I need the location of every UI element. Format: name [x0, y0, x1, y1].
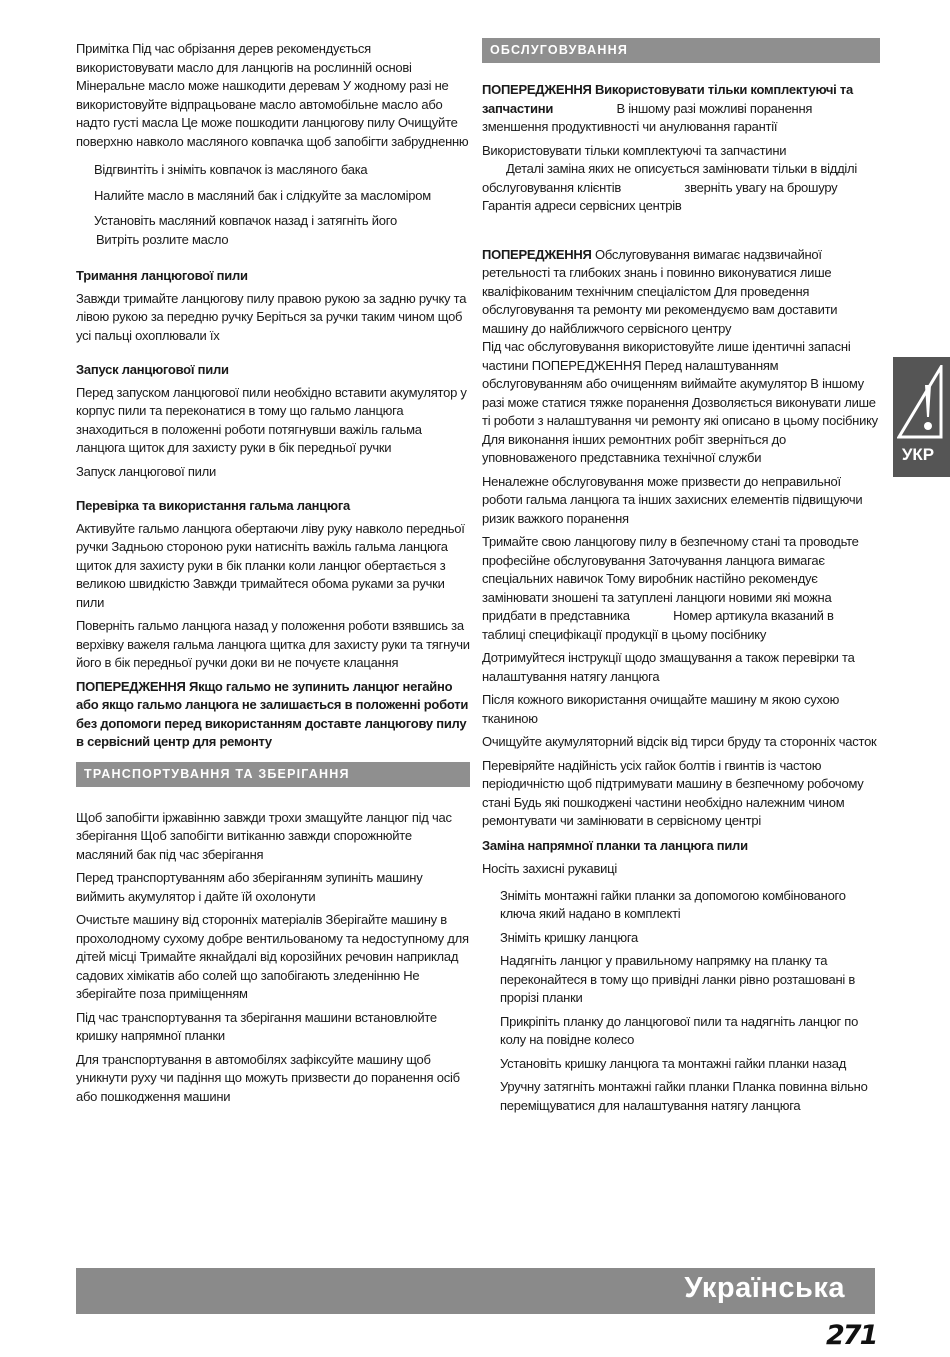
parts-text-2a: Деталі заміна яких не описується замінювати тільки в відділі обслуговування клієнтів [482, 161, 858, 195]
brake-text-2: Поверніть гальмо ланцюга назад у положення роботи взявшись за верхівку важеля гальма ланцюга щитка для захисту руки та тягнучи його в бік передньої ручки доки ви не почуєте клацання [76, 618, 470, 670]
holding-text: Завжди тримайте ланцюгову пилу правою рукою за задню ручку та лівою рукою за передню ручку Беріться за ручки таким чином щоб усі пальці охоплювали їх [76, 290, 467, 343]
replace-step-6: Уручну затягніть монтажні гайки планки Планка повинна вільно переміщуватися для налаштування натягу ланцюга [500, 1079, 868, 1113]
oil-note: Примітка Під час обрізання дерев рекомендується використовувати масло для ланцюгів на рослинній основі Мінеральне масло може нашкодити деревам У жодному разі не використовуйте відпрацьоване масло автомобільне масло або надто густі масла Це може пошкодити ланцюгову пилу Очищуйте поверхню навколо масляного ковпачка щоб запобігти забрудненню [76, 41, 469, 149]
heading-starting: Запуск ланцюгової пили [76, 362, 229, 377]
footer-language: Українська [684, 1272, 845, 1304]
oil-step-1: Відгвинтіть і зніміть ковпачок із масляного бака [94, 162, 368, 177]
gloves-text: Носіть захисні рукавиці [482, 861, 618, 876]
keep-safe-text-c: артикула вказаний в таблиці специфікації продукції в цьому посібнику [482, 608, 834, 642]
service-warning-2 [482, 246, 880, 339]
clean-text: Після кожного використання очищайте машину м якою сухою тканиною [482, 692, 840, 726]
service-warning-1-rest: В іншому разі можливі поранення зменшення продуктивності чи анулювання гарантії [482, 100, 813, 134]
brake-warning: ПОПЕРЕДЖЕННЯ Якщо гальмо не зупинить ланцюг негайно або якщо гальмо ланцюга не залишається в положенні роботи без допомоги перед використанням доставте ланцюгову пилу в сервісний центр для ремонту [76, 678, 469, 749]
warning-triangle-icon [897, 365, 945, 439]
battery-bay-text: Очищуйте акумуляторний відсік від тирси бруду та сторонніх часток [482, 734, 877, 749]
keep-safe-text-a: Тримайте свою ланцюгову пилу в безпечному стані та проводьте професійне обслуговування Заточування ланцюга вимагає спеціальних навичок Тому виробник настійно рекомендує замінювати зношені та затуплені ланцюги новими які можна придбати в представника [482, 534, 859, 623]
improper-service-text: Неналежне обслуговування може призвести до неправильної роботи гальма ланцюга та інших захисних елементів підвищуючи ризик важкого поранення [482, 473, 863, 526]
oil-step-4: Витріть розлите масло [96, 231, 229, 247]
heading-chain-brake: Перевірка та використання гальма ланцюга [76, 498, 351, 513]
brake-text-1: Активуйте гальмо ланцюга обертаючи ліву руку навколо передньої ручки Задньою стороною руки натисніть важіль гальма ланцюга щиток для захисту руки в бік планки коли ланцюг обертається з великою швидкістю Завжди тримайтеся обома руками за ручки пили [76, 520, 465, 610]
parts-text-1: Використовувати тільки комплектуючі та запчастини [482, 142, 787, 158]
identical-parts-text: Під час обслуговування використовуйте лише ідентичні запасні частини ПОПЕРЕДЖЕННЯ Перед налаштуванням обслуговуванням або очищенням виймайте акумулятор В іншому разі може статися тяжке поранення Дозволяється виконувати лише ті роботи з налаштування чи ремонту які описано в цьому посібнику Для виконання інших ремонтних робіт зверніться до уповноваженого представника технічної служби [482, 339, 878, 465]
replace-step-1: Зніміть монтажні гайки планки за допомогою комбінованого ключа який надано в комплекті [500, 887, 846, 921]
heading-holding: Тримання ланцюгової пили [76, 268, 248, 283]
left-column [76, 40, 470, 1106]
language-code: УКР [901, 445, 935, 464]
transport-text-3: Очистьте машину від сторонніх матеріалів Зберігайте машину в прохолодному сухому добре вентильованому та недоступному для дітей місці Тримайте якнайдалі від корозійних речовин наприклад садових хімікатів або солей що запобігають зледенінню Не зберігайте поза приміщенням [76, 912, 469, 1001]
check-fasteners-text: Перевіряйте надійність усіх гайок болтів і гвинтів із частою періодичністю щоб підтримувати машину в безпечному робочому стані Будь які пошкоджені частини необхідно належним чином ремонтувати чи замінювати в сервісному центрі [482, 757, 864, 828]
language-side-tab [893, 357, 950, 477]
parts-text-2 [482, 160, 880, 216]
oil-step-2: Налийте масло в масляний бак і слідкуйте за масломіром [94, 187, 431, 203]
keep-safe-text [482, 533, 880, 644]
section-bar-service: ОБСЛУГОВУВАННЯ [482, 38, 880, 63]
lubrication-text: Дотримуйтеся інструкції щодо змащування а також перевірки та налаштування натягу ланцюга [482, 650, 855, 684]
service-warning-2-rest: Обслуговування вимагає надзвичайної ретельності та глибоких знань і повинно виконуватися лише кваліфікованим технічним спеціалістом Для проведення обслуговування та ремонту ми рекомендуємо вам доставити машину до найближчого сервісного центру [482, 246, 838, 336]
page-number: 271 [826, 1320, 877, 1351]
replace-step-3: Надягніть ланцюг у правильному напрямку на планку та переконайтеся в тому що привідні ланки рівно розташовані в прорізі планки [500, 953, 856, 1005]
service-warning-1-bold: ПОПЕРЕДЖЕННЯ Використовувати тільки комплектуючі та запчастини [482, 82, 853, 116]
oil-step-3: Установіть масляний ковпачок назад і затягніть його [94, 213, 397, 228]
replace-step-4: Прикріпіть планку до ланцюгової пили та надягніть ланцюг по колу на повідне колесо [500, 1013, 859, 1047]
replace-step-2: Зніміть кришку ланцюга [500, 929, 639, 945]
section-bar-transport: ТРАНСПОРТУВАННЯ ТА ЗБЕРІГАННЯ [76, 762, 470, 787]
transport-text-2: Перед транспортуванням або зберіганням зупиніть машину виймить акумулятор і дайте їй охолонути [76, 870, 423, 904]
service-warning-1 [482, 81, 880, 137]
replace-step-5: Установіть кришку ланцюга та монтажні гайки планки назад [500, 1055, 847, 1071]
footer-bar [76, 1268, 875, 1314]
starting-text-2: Запуск ланцюгової пили [76, 463, 217, 479]
keep-safe-text-b: Номер [673, 608, 712, 623]
transport-text-5: Для транспортування в автомобілях зафіксуйте машину щоб уникнути руху чи падіння що можуть призвести до поранення осіб або пошкодження машини [76, 1051, 460, 1104]
parts-text-2b: зверніть увагу на брошуру Гарантія адреси сервісних центрів [482, 179, 838, 213]
transport-text-4: Під час транспортування та зберігання машини встановлюйте кришку напрямної планки [76, 1009, 437, 1043]
transport-text-1: Щоб запобігти іржавінню завжди трохи змащуйте ланцюг під час зберігання Щоб запобігти витіканню завжди спорожнюйте масляний бак під час зберігання [76, 809, 452, 862]
right-column [482, 40, 880, 1115]
service-warning-2-bold: ПОПЕРЕДЖЕННЯ [482, 246, 592, 262]
starting-text: Перед запуском ланцюгової пили необхідно вставити акумулятор у корпус пили та переконатися в тому що гальмо ланцюга знаходиться в положенні роботи потягнувши важіль гальма ланцюга щиток для захисту руки в бік передньої ручки [76, 384, 467, 455]
heading-replace-bar: Заміна напрямної планки та ланцюга пили [482, 837, 748, 853]
